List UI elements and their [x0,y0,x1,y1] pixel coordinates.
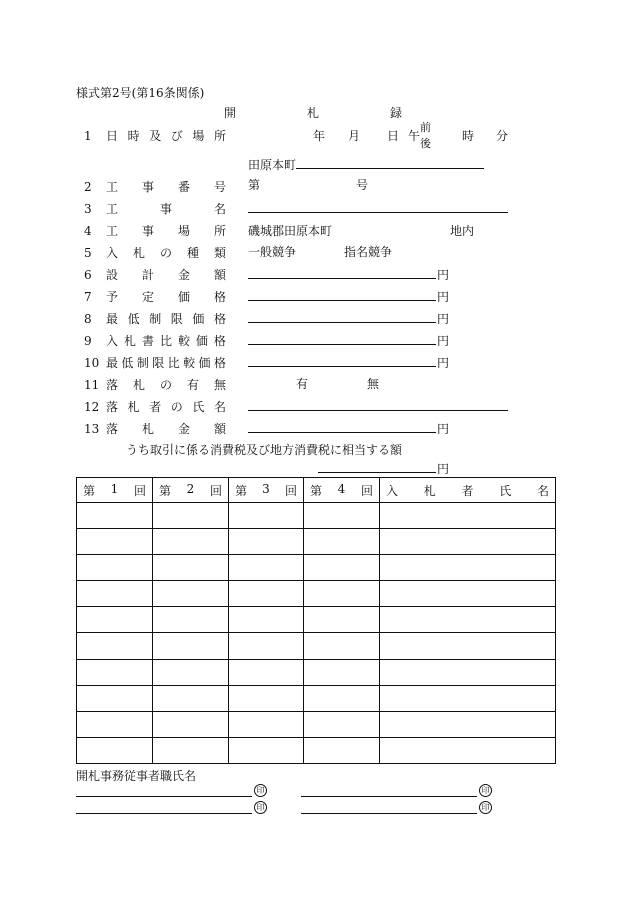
label-char: 第 [310,483,323,498]
table-cell[interactable] [229,581,304,607]
table-cell[interactable] [229,555,304,581]
label-char: 1 [110,481,119,496]
time-minute: 分 [496,129,509,143]
row-text [106,178,226,195]
table-cell[interactable] [304,581,380,607]
table-cell[interactable] [304,555,380,581]
label-char: 種 [186,246,199,260]
table-cell[interactable] [380,581,556,607]
table-cell[interactable] [380,659,556,685]
row-label-3 [84,200,226,217]
table-cell[interactable] [304,503,380,529]
table-row [77,607,556,633]
row-label-13 [84,420,226,437]
table-cell[interactable] [304,633,380,659]
award-amount-yen: 円 [437,422,450,436]
row-number: 11 [84,377,100,392]
header-round-3 [229,478,304,503]
official-line-4[interactable] [301,813,477,814]
row-text [106,332,226,349]
table-cell[interactable] [153,685,229,711]
label-char: 低 [121,356,134,370]
label-char: 工 [106,202,119,216]
table-row [77,633,556,659]
label-char: 者 [149,400,162,414]
label-char: 価 [192,312,205,326]
label-char: 場 [177,224,190,238]
table-cell[interactable] [153,737,229,763]
row-number: 12 [84,399,100,414]
header-round-2 [153,478,229,503]
table-cell[interactable] [229,633,304,659]
label-char: 最 [106,356,119,370]
time-hour: 時 [462,129,475,143]
site-suffix: 地内 [450,224,475,238]
label-char: 事 [141,180,154,194]
label-char: 番 [177,180,190,194]
label-char: 落 [106,378,119,392]
row-label-10 [84,354,226,371]
label-char: 最 [106,312,119,326]
label-char: 2 [186,481,195,496]
label-char: 比 [167,356,180,370]
table-cell[interactable] [77,581,153,607]
row-text [106,266,226,283]
row-text [106,376,226,393]
label-char: 制 [149,312,162,326]
row-label-7 [84,288,226,305]
project-name-line[interactable] [248,212,508,213]
table-cell[interactable] [304,607,380,633]
bid-comparison-price-line[interactable] [248,344,436,345]
row-number: 6 [84,267,92,282]
table-cell[interactable] [77,685,153,711]
design-amount-line[interactable] [248,278,436,279]
label-char: 較 [177,334,190,348]
label-char: 格 [213,312,226,326]
date-month: 月 [348,129,361,143]
row-label-2 [84,178,226,195]
row-number: 10 [84,355,100,370]
label-char: 氏 [192,400,205,414]
label-char: 入 [386,483,399,498]
label-char: 落 [106,422,119,436]
table-cell[interactable] [380,685,556,711]
table-cell[interactable] [380,633,556,659]
form-number: 様式第2号(第16条関係) [76,86,205,100]
row-text [106,127,226,144]
label-char: 3 [262,481,270,496]
label-char: の [159,246,172,260]
row-number: 5 [84,245,92,260]
label-char: 4 [337,481,346,496]
date-day: 日 [387,129,400,143]
label-char: 比 [159,334,172,348]
label-char: 及 [149,129,162,143]
label-char: 所 [213,224,226,238]
label-char: 場 [192,129,205,143]
table-cell[interactable] [77,503,153,529]
officials-label: 開札事務従事者職氏名 [76,769,197,783]
table-cell[interactable] [380,607,556,633]
row-label-8 [84,310,226,327]
label-char: 価 [198,356,211,370]
label-char: 金 [177,422,190,436]
bid-type-nominated: 指名競争 [344,245,393,259]
label-char: 回 [209,483,222,498]
row-label-9 [84,332,226,349]
label-char: 回 [284,483,297,498]
label-char: 金 [177,268,190,282]
row-label-6 [84,266,226,283]
table-row [77,529,556,555]
seal-icon: 印 [254,801,267,814]
table-cell[interactable] [77,529,153,555]
time-pm: 後 [420,137,431,150]
row-number: 2 [84,179,92,194]
bid-rounds-table [76,477,556,764]
label-char: の [170,400,183,414]
label-char: 札 [132,246,145,260]
table-cell[interactable] [77,711,153,737]
table-cell[interactable] [304,685,380,711]
row-text [106,310,226,327]
label-char: 類 [213,246,226,260]
site-prefix: 磯城郡田原本町 [248,224,333,238]
project-no-suffix: 号 [356,178,369,192]
label-char: 計 [141,268,154,282]
label-char: び [170,129,183,143]
table-row [77,659,556,685]
label-char: 書 [141,334,154,348]
time-ampm-prefix: 午 [408,129,421,143]
label-char: 額 [213,422,226,436]
project-no-prefix: 第 [248,178,261,192]
label-char: 者 [461,483,474,498]
label-char: 額 [213,268,226,282]
label-char: 落 [106,400,119,414]
design-amount-yen: 円 [437,268,450,282]
winner-name-line[interactable] [248,410,508,411]
bid-type-general: 一般競争 [248,245,297,259]
table-cell[interactable] [153,633,229,659]
row-number: 13 [84,421,100,436]
table-cell[interactable] [229,659,304,685]
label-char: 格 [213,334,226,348]
row-label-1 [84,127,226,144]
table-cell[interactable] [229,607,304,633]
planned-price-yen: 円 [437,290,450,304]
label-char: 価 [177,290,190,304]
label-char: 名 [536,483,549,498]
table-body [77,503,556,764]
label-char: 事 [141,224,154,238]
tax-note: うち取引に係る消費税及び地方消費税に相当する額 [126,443,403,457]
row-text [106,244,226,261]
label-char: 第 [83,483,96,498]
official-line-3[interactable] [76,813,252,814]
place-line[interactable] [296,168,484,169]
table-cell[interactable] [380,737,556,763]
label-char: 札 [141,422,154,436]
label-char: 札 [127,400,140,414]
seal-icon: 印 [479,801,492,814]
label-char: 名 [213,202,226,216]
table-cell[interactable] [304,711,380,737]
planned-price-line[interactable] [248,300,436,301]
label-char: 第 [159,483,172,498]
row-text [106,200,226,217]
row-number: 9 [84,333,92,348]
label-char: 日 [106,129,119,143]
min-limit-price-line[interactable] [248,322,436,323]
row-number: 4 [84,223,92,238]
label-char: の [159,378,172,392]
table-cell[interactable] [153,503,229,529]
table-cell[interactable] [304,659,380,685]
label-char: 限 [152,356,165,370]
table-cell[interactable] [153,607,229,633]
row-label-5 [84,244,226,261]
min-limit-comparison-price-yen: 円 [437,356,450,370]
label-char: 入 [106,246,119,260]
label-char: 無 [213,378,226,392]
table-cell[interactable] [380,529,556,555]
date-year: 年 [313,129,326,143]
label-char: 氏 [499,483,512,498]
table-cell[interactable] [229,529,304,555]
table-cell[interactable] [380,555,556,581]
table-cell[interactable] [304,737,380,763]
table-cell[interactable] [380,711,556,737]
label-char: 制 [136,356,149,370]
label-char: 札 [423,483,436,498]
title-char-3: 録 [390,106,403,120]
label-char: 予 [106,290,119,304]
label-char: 工 [106,180,119,194]
table-cell[interactable] [77,555,153,581]
award-yes: 有 [296,377,309,391]
row-label-11 [84,376,226,393]
table-cell[interactable] [229,685,304,711]
seal-icon: 印 [254,784,267,797]
row-number: 8 [84,311,92,326]
table-cell[interactable] [380,503,556,529]
header-bidder-name [380,478,556,503]
min-limit-price-yen: 円 [437,312,450,326]
label-char: 入 [106,334,119,348]
table-cell[interactable] [77,737,153,763]
row-text [106,222,226,239]
label-char: 限 [170,312,183,326]
min-limit-comparison-price-line[interactable] [248,366,436,367]
official-line-1[interactable] [76,796,252,797]
table-row [77,555,556,581]
label-char: 時 [127,129,140,143]
label-char: 札 [132,378,145,392]
row-text [106,288,226,305]
table-cell[interactable] [77,607,153,633]
row-number: 7 [84,289,92,304]
table-cell[interactable] [304,529,380,555]
row-text [106,398,226,415]
row-number: 3 [84,201,92,216]
table-cell[interactable] [153,529,229,555]
table-row [77,711,556,737]
label-char: 回 [360,483,373,498]
seal-icon: 印 [479,784,492,797]
label-char: 設 [106,268,119,282]
label-char: 定 [141,290,154,304]
table-row [77,581,556,607]
table-cell[interactable] [153,555,229,581]
table-header-row [77,478,556,503]
table-cell[interactable] [229,711,304,737]
table-cell[interactable] [77,659,153,685]
label-char: 工 [106,224,119,238]
title-char-1: 開 [224,106,237,120]
label-char: 価 [195,334,208,348]
place-prefix: 田原本町 [248,158,297,172]
label-char: 札 [123,334,136,348]
label-char: 回 [133,483,146,498]
label-char: 事 [159,202,172,216]
table-cell[interactable] [153,659,229,685]
table-cell[interactable] [153,711,229,737]
table-cell[interactable] [153,581,229,607]
table-cell[interactable] [77,633,153,659]
label-char: 第 [235,483,248,498]
header-round-1 [77,478,153,503]
label-char: 号 [213,180,226,194]
label-char: 格 [213,356,226,370]
title-char-2: 札 [307,106,320,120]
table-cell[interactable] [229,503,304,529]
tax-amount-yen: 円 [437,462,450,476]
official-line-2[interactable] [301,796,477,797]
table-row [77,685,556,711]
row-label-12 [84,398,226,415]
row-text [106,354,226,371]
row-label-4 [84,222,226,239]
label-char: 較 [183,356,196,370]
award-amount-line[interactable] [248,432,436,433]
bid-comparison-price-yen: 円 [437,334,450,348]
tax-amount-line[interactable] [318,472,436,473]
label-char: 所 [213,129,226,143]
header-round-4 [304,478,380,503]
award-no: 無 [367,377,380,391]
table-row [77,503,556,529]
label-char: 低 [127,312,140,326]
label-char: 格 [213,290,226,304]
label-char: 有 [186,378,199,392]
table-cell[interactable] [229,737,304,763]
row-number: 1 [84,128,92,143]
table-row [77,737,556,763]
label-char: 名 [213,400,226,414]
time-am: 前 [420,121,431,134]
row-text [106,420,226,437]
